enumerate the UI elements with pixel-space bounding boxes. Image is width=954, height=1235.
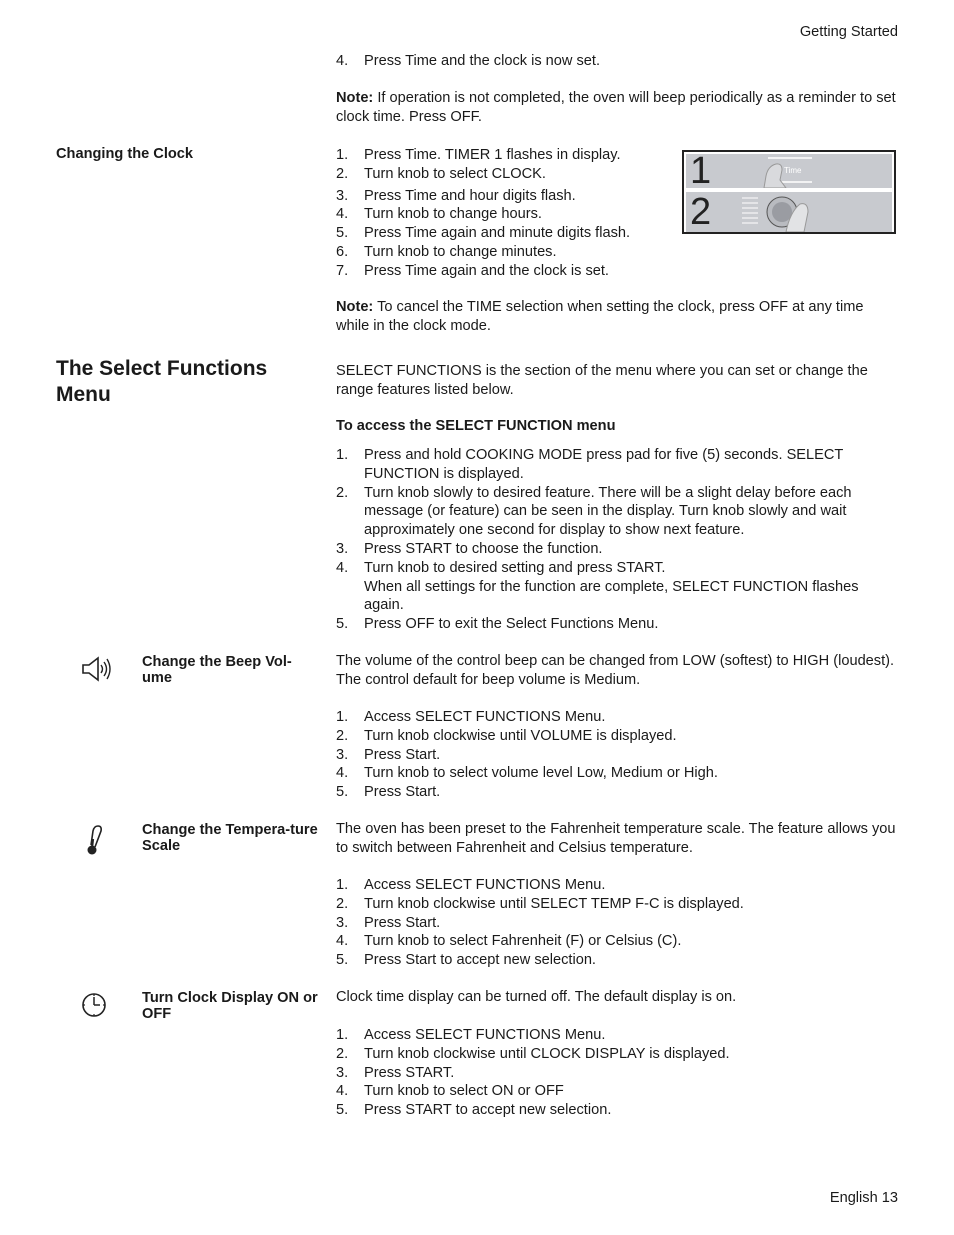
list-item: 3. Press Start.: [336, 914, 441, 931]
list-item: 7. Press Time again and the clock is set.: [336, 262, 609, 279]
list-item: 6. Turn knob to change minutes.: [336, 243, 557, 260]
running-header: Getting Started: [799, 24, 898, 40]
list-item: 2. Turn knob clockwise until CLOCK DISPLAY is displayed.: [336, 1045, 730, 1062]
list-item: 1. Press and hold COOKING MODE press pad for five (5) seconds. SELECT FUNCTION is displayed.: [336, 447, 844, 482]
list-item: 3. Press Time and hour digits flash.: [336, 187, 576, 204]
diagram-step-2: [686, 192, 892, 232]
list-item: 4. Turn knob to select volume level Low, Medium or High.: [336, 765, 718, 782]
access-menu-steps: [336, 446, 898, 634]
diagram-step-number: 1: [690, 150, 712, 192]
temperature-scale-intro: The oven has been preset to the Fahrenheit temperature scale. The feature allows you to switch between Fahrenheit and Celsius temperature.: [336, 821, 896, 856]
changing-clock-steps: [336, 146, 666, 281]
list-item: 1. Access SELECT FUNCTIONS Menu.: [336, 877, 606, 893]
thermometer-icon: [80, 823, 110, 857]
list-item: 1. Access SELECT FUNCTIONS Menu.: [336, 709, 606, 725]
time-button-label: Time: [784, 166, 802, 175]
temperature-scale-steps: [336, 876, 898, 970]
clock-display-intro: Clock time display can be turned off. The default display is on.: [336, 989, 737, 1005]
diagram-step-1: [686, 150, 892, 192]
beep-volume-heading: Change the Beep Vol-ume: [142, 654, 292, 686]
clock-setting-diagram: [682, 150, 896, 234]
list-item: 5. Press Start.: [336, 784, 441, 801]
changing-clock-heading: Changing the Clock: [56, 146, 194, 162]
page-number: English 13: [829, 1190, 898, 1206]
list-item: 5. Press START to accept new selection.: [336, 1102, 612, 1119]
list-item: 2. Turn knob slowly to desired feature. There will be a slight delay before each message (or feature) can be seen in the display. Turn knob slowly and wait approximately one second for display to show next feature.: [336, 484, 852, 539]
list-item: 1. Access SELECT FUNCTIONS Menu.: [336, 1027, 606, 1043]
list-item: 5. Press OFF to exit the Select Functions Menu.: [336, 616, 659, 633]
list-item: 3. Press Start.: [336, 746, 441, 763]
list-item: 4. Turn knob to desired setting and press START. When all settings for the function are complete, SELECT FUNCTION flashes again.: [336, 559, 859, 614]
list-item: 1. Press Time. TIMER 1 flashes in display.: [336, 147, 621, 163]
temperature-scale-heading: Change the Tempera-ture Scale: [142, 822, 318, 854]
note-reminder: Note: If operation is not completed, the oven will beep periodically as a reminder to set clock time. Press OFF.: [336, 90, 896, 125]
knob-turning-icon: [686, 192, 894, 232]
list-item: 2. Turn knob clockwise until SELECT TEMP F-C is displayed.: [336, 895, 744, 912]
select-functions-title: The Select Functions Menu: [56, 357, 268, 406]
clock-display-steps: [336, 1026, 898, 1120]
access-menu-heading: To access the SELECT FUNCTION menu: [336, 418, 616, 434]
list-item: 2. Turn knob clockwise until VOLUME is displayed.: [336, 727, 677, 744]
clock-display-heading: Turn Clock Display ON or OFF: [142, 990, 318, 1022]
list-item: 4. Press Time and the clock is now set.: [336, 53, 601, 69]
list-item: 4. Turn knob to change hours.: [336, 206, 542, 223]
clock-set-final-step: [336, 52, 898, 71]
list-item: 3. Press START.: [336, 1064, 455, 1081]
list-item: 2. Turn knob to select CLOCK.: [336, 165, 546, 182]
clock-icon: [80, 991, 110, 1019]
list-item: 4. Turn knob to select ON or OFF: [336, 1083, 564, 1100]
list-item: 4. Turn knob to select Fahrenheit (F) or Celsius (C).: [336, 933, 682, 950]
speaker-icon: [80, 655, 112, 683]
beep-volume-steps: [336, 708, 898, 802]
list-item: 5. Press Start to accept new selection.: [336, 952, 596, 969]
list-item: 5. Press Time again and minute digits flash.: [336, 225, 631, 242]
beep-volume-intro: The volume of the control beep can be changed from LOW (softest) to HIGH (loudest). The control default for beep volume is Medium.: [336, 653, 895, 688]
diagram-step-number: 2: [690, 191, 712, 233]
note-cancel-time: Note: To cancel the TIME selection when setting the clock, press OFF at any time while in the clock mode.: [336, 299, 864, 334]
finger-pressing-time-icon: [686, 150, 894, 192]
select-functions-intro: SELECT FUNCTIONS is the section of the menu where you can set or change the range features listed below.: [336, 363, 868, 398]
list-item: 3. Press START to choose the function.: [336, 540, 603, 557]
